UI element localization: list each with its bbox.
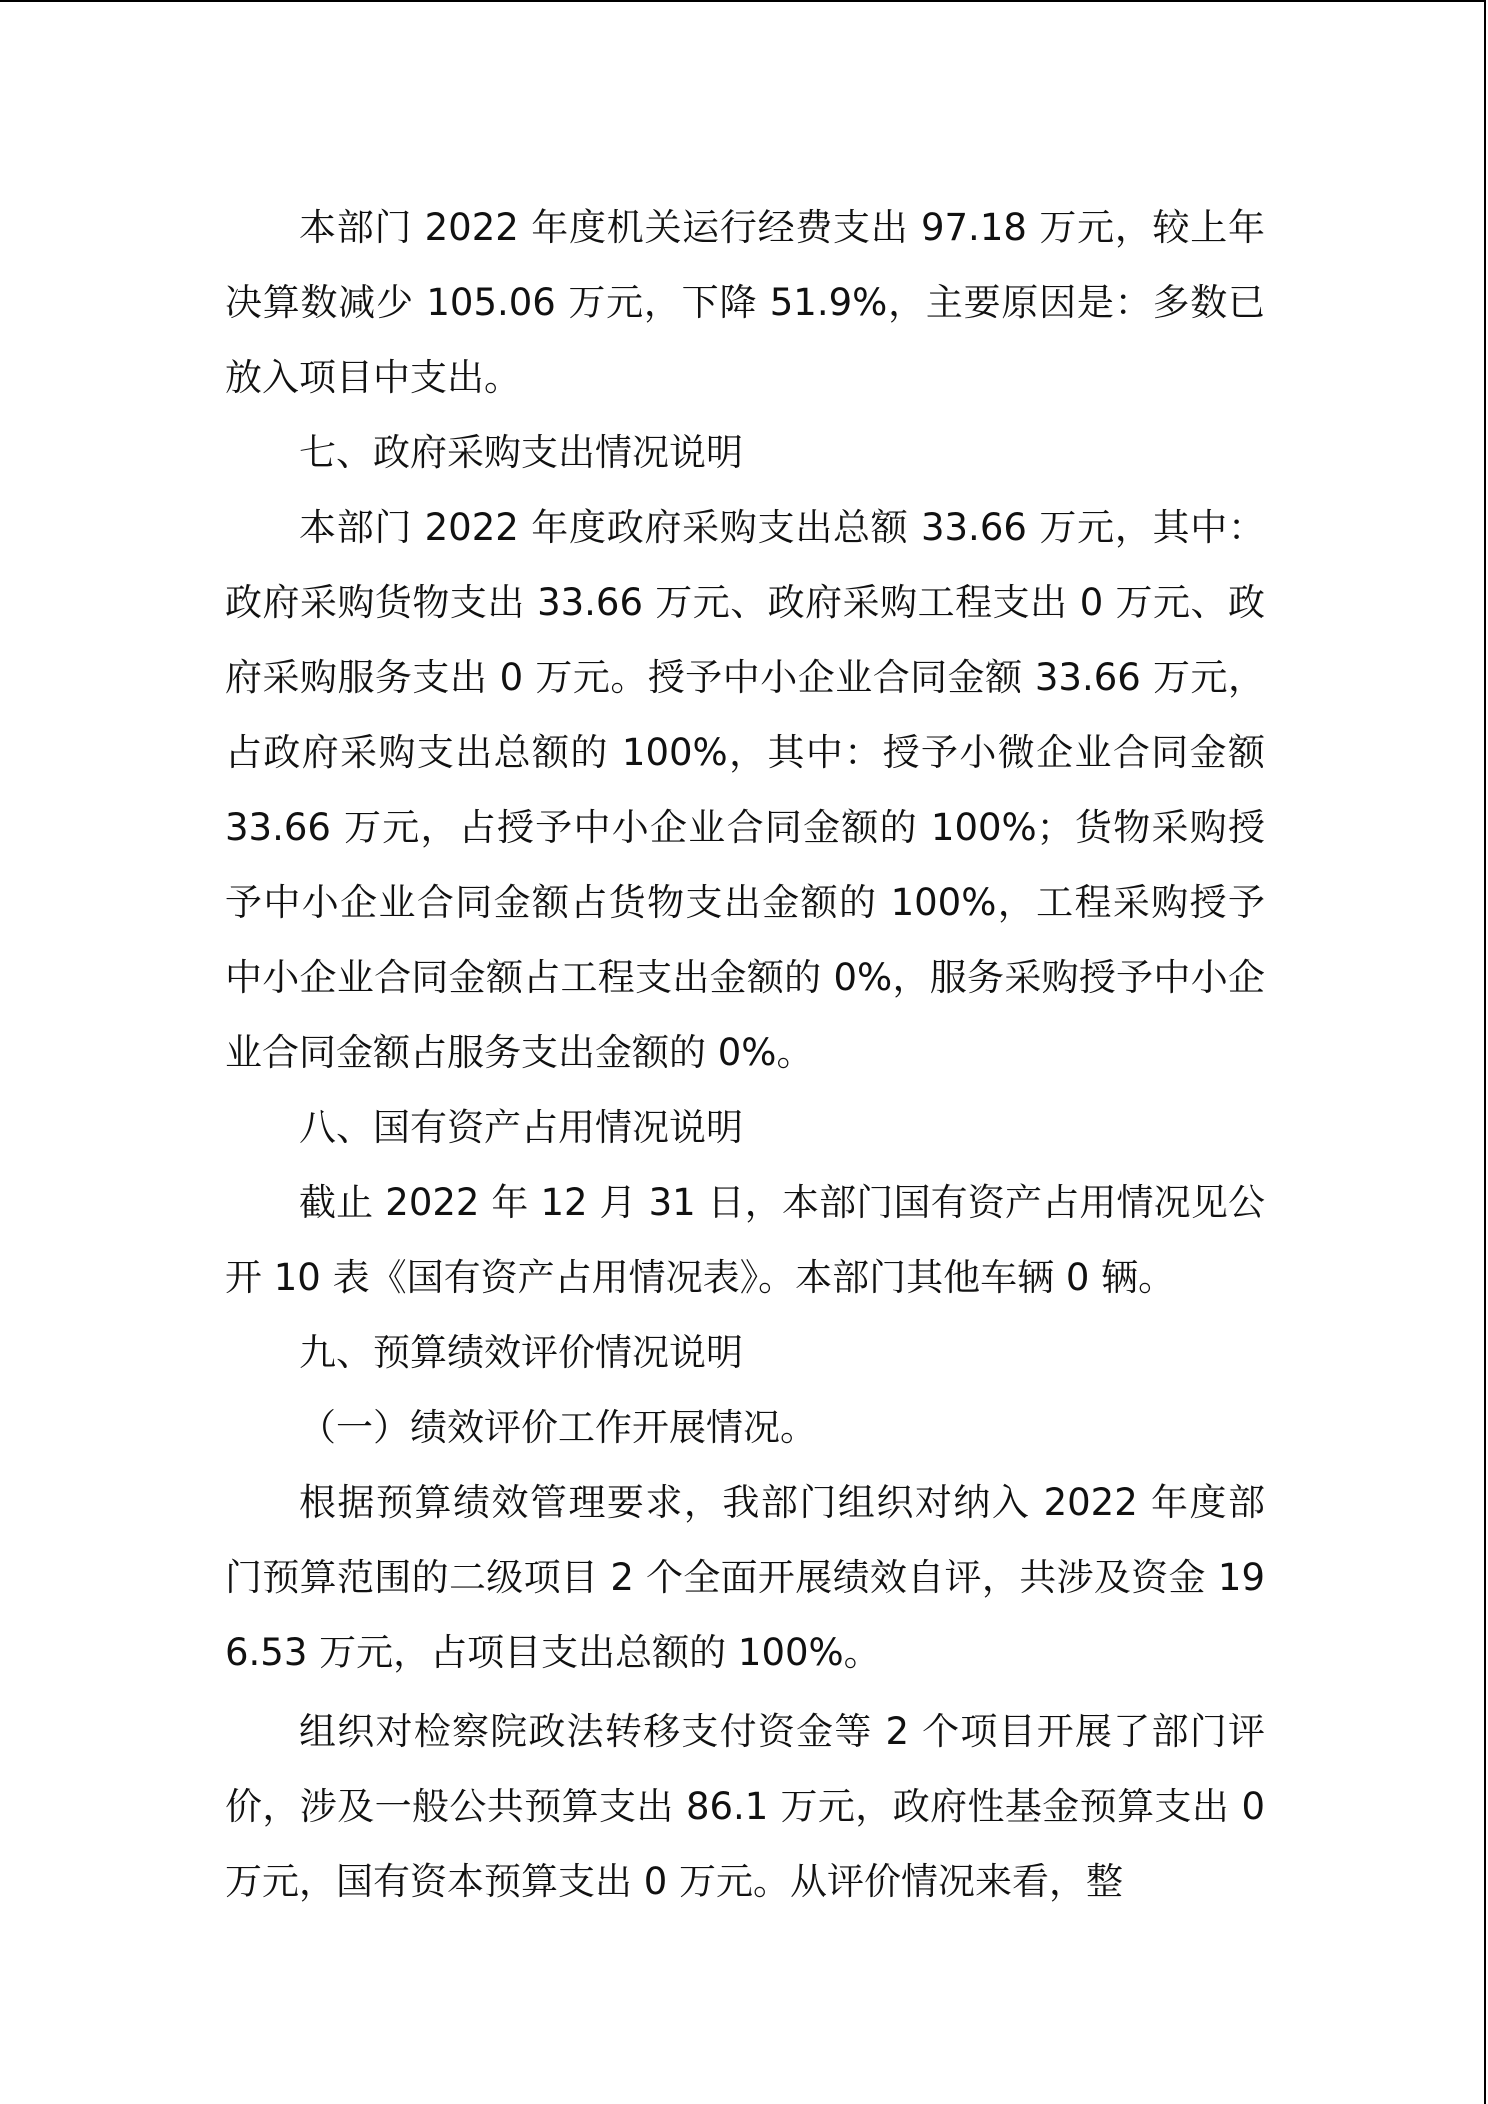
paragraph-department-evaluation: 组织对检察院政法转移支付资金等 2 个项目开展了部门评价，涉及一般公共预算支出 86.1 万元，政府性基金预算支出 0 万元，国有资本预算支出 0 万元。从评价情况来看，整 xyxy=(225,1710,1265,1903)
paragraph-self-evaluation: 根据预算绩效管理要求，我部门组织对纳入 2022 年度部门预算范围的二级项目 2 个全面开展绩效自评，共涉及资金 196.53 万元，占项目支出总额的 100%。 xyxy=(225,1481,1265,1674)
heading-performance-evaluation: 九、预算绩效评价情况说明 xyxy=(299,1331,743,1374)
paragraph-operating-expenses: 本部门 2022 年度机关运行经费支出 97.18 万元，较上年决算数减少 105.06 万元，下降 51.9%，主要原因是：多数已放入项目中支出。 xyxy=(225,206,1265,399)
paragraph-state-assets: 截止 2022 年 12 月 31 日，本部门国有资产占用情况见公开 10 表《国有资产占用情况表》。本部门其他车辆 0 辆。 xyxy=(225,1181,1265,1299)
heading-state-assets: 八、国有资产占用情况说明 xyxy=(299,1106,743,1149)
subheading-evaluation-work: （一）绩效评价工作开展情况。 xyxy=(299,1406,817,1449)
heading-procurement: 七、政府采购支出情况说明 xyxy=(299,431,743,474)
document-body xyxy=(225,190,1265,1919)
paragraph-procurement: 本部门 2022 年度政府采购支出总额 33.66 万元，其中：政府采购货物支出 33.66 万元、政府采购工程支出 0 万元、政府采购服务支出 0 万元。授予中小企业合同金额 33.66 万元，占政府采购支出总额的 100%，其中：授予小微企业合同金额 33.66 万元，占授予中小企业合同金额的 100%；货物采购授予中小企业合同金额占货物支出金额的 100%，工程采购授予中小企业合同金额占工程支出金额的 0%，服务采购授予中小企业合同金额占服务支出金额的 0%。 xyxy=(225,506,1265,1074)
